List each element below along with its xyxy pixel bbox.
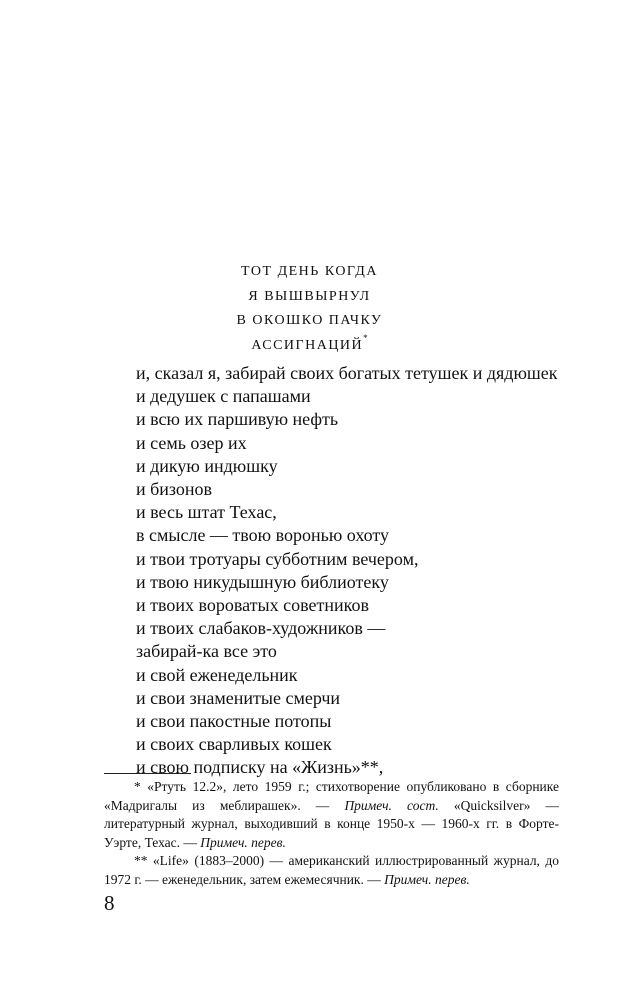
title-line-4 bbox=[0, 334, 619, 359]
footnote-1-note: Примеч. сост. bbox=[344, 797, 439, 813]
poem-line: забирай-ка все это bbox=[136, 641, 277, 662]
poem-line: и своих сварливых кошек bbox=[136, 734, 332, 755]
poem-line: и весь штат Техас, bbox=[136, 502, 277, 523]
poem-line: и, сказал я, забирай своих богатых тетушек и дядюшек bbox=[136, 363, 558, 383]
poem-line: и всю их паршивую нефть bbox=[136, 409, 339, 430]
poem-line: и семь озер их bbox=[136, 432, 247, 453]
page-number: 8 bbox=[104, 891, 115, 915]
poem-line: и дедушек с папашами bbox=[136, 386, 311, 407]
title-line-3: В ОКОШКО ПАЧКУ bbox=[236, 313, 383, 328]
poem-body bbox=[136, 362, 558, 780]
title-line-1: ТОТ ДЕНЬ КОГДА bbox=[241, 264, 378, 279]
footnote-1-text: * «Ртуть 12.2», лето 1959 г.; стихотворение опубликовано в сборнике «Мадригалы из меблирашек». — bbox=[104, 779, 559, 813]
title-line-4-text: АССИГНАЦИЙ bbox=[251, 337, 364, 353]
footnotes bbox=[104, 778, 559, 889]
footnote-1 bbox=[104, 778, 559, 852]
footnote-1-text-2: «Quicksilver» — литературный журнал, выходивший в конце 1950-х — 1960-х гг. в Форте-Уэрте, Техас. — bbox=[104, 797, 559, 850]
footnote-divider bbox=[104, 773, 191, 774]
poem-line: и бизонов bbox=[136, 479, 213, 500]
title-line-2: Я ВЫШВЫРНУЛ bbox=[248, 288, 371, 304]
poem-title bbox=[0, 260, 619, 358]
poem-line: и свою подписку на «Жизнь»**, bbox=[136, 757, 384, 778]
poem-line: и свои знаменитые смерчи bbox=[136, 687, 341, 708]
poem-line: и твоих слабаков-художников — bbox=[136, 618, 386, 639]
poem-line: и твоих вороватых советников bbox=[136, 595, 369, 616]
footnote-2 bbox=[104, 852, 559, 889]
footnote-2-note: Примеч. перев. bbox=[384, 871, 470, 887]
poem-line: и свои пакостные потопы bbox=[136, 711, 332, 732]
poem-line: в смысле — твою воронью охоту bbox=[136, 525, 390, 546]
poem-line: и твои тротуары субботним вечером, bbox=[136, 548, 419, 569]
poem-line: и свой еженедельник bbox=[136, 664, 298, 685]
poem-line: и дикую индюшку bbox=[136, 455, 278, 476]
footnote-2-text: ** «Life» (1883–2000) — американский иллюстрированный журнал, до 1972 г. — еженедельник, затем ежемесячник. — bbox=[104, 853, 559, 887]
poem-line: и твою никудышную библиотеку bbox=[136, 571, 389, 592]
title-footnote-mark: * bbox=[363, 332, 368, 343]
footnote-1-note-2: Примеч. перев. bbox=[200, 834, 286, 850]
